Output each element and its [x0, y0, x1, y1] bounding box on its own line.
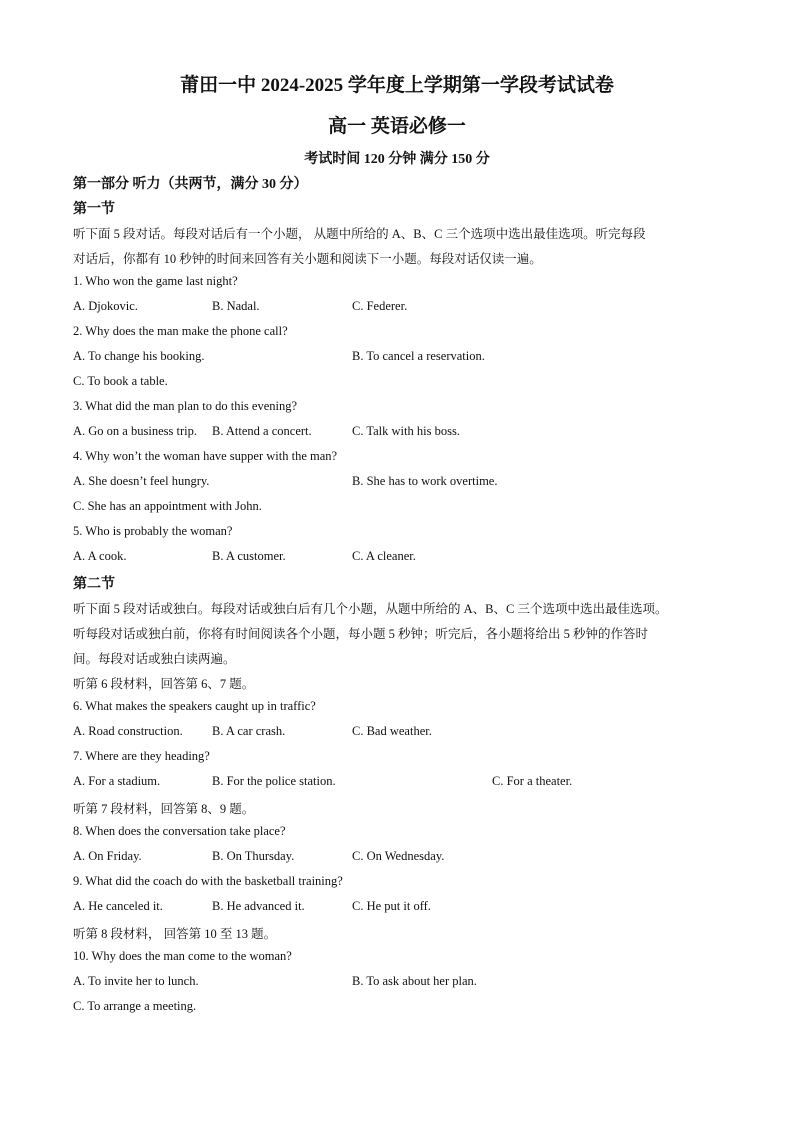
q1-option-b: B. Nadal. [212, 299, 260, 313]
q2-option-c: C. To book a table. [73, 374, 168, 388]
q10-option-c: C. To arrange a meeting. [73, 999, 197, 1013]
section1-heading: 第一节 [73, 202, 115, 217]
q7-option-a: A. For a stadium. [73, 774, 161, 788]
q5-option-c: C. A cleaner. [352, 549, 416, 563]
q4-option-c: C. She has an appointment with John. [73, 499, 262, 513]
q5-option-b: B. A customer. [212, 549, 286, 563]
exam-title: 莆田一中 2024-2025 学年度上学期第一学段考试试卷 [180, 75, 614, 96]
section2-heading: 第二节 [73, 577, 115, 592]
q8-option-b: B. On Thursday. [212, 849, 295, 863]
note-material-7: 听第 7 段材料，回答第 8、9 题。 [73, 802, 255, 816]
q1-option-c: C. Federer. [352, 299, 408, 313]
q10-option-b: B. To ask about her plan. [352, 974, 477, 988]
question-2: 2. Why does the man make the phone call? [73, 324, 288, 338]
question-10: 10. Why does the man come to the woman? [73, 949, 292, 963]
q8-option-a: A. On Friday. [73, 849, 142, 863]
question-6: 6. What makes the speakers caught up in traffic? [73, 699, 316, 713]
q6-option-a: A. Road construction. [73, 724, 183, 738]
section2-instructions-line2: 听每段对话或独白前，你将有时间阅读各个小题，每小题 5 秒钟；听完后，各小题将给出 5 秒钟的作答时 [73, 627, 649, 641]
q1-option-a: A. Djokovic. [73, 299, 138, 313]
q4-option-b: B. She has to work overtime. [352, 474, 498, 488]
q6-option-c: C. Bad weather. [352, 724, 432, 738]
q8-option-c: C. On Wednesday. [352, 849, 445, 863]
section2-instructions-line1: 听下面 5 段对话或独白。每段对话或独白后有几个小题，从题中所给的 A、B、C 三个选项中选出最佳选项。 [73, 602, 668, 616]
q10-option-a: A. To invite her to lunch. [73, 974, 199, 988]
q6-option-b: B. A car crash. [212, 724, 286, 738]
question-4: 4. Why won’t the woman have supper with the man? [73, 449, 338, 463]
section1-instructions-line2: 对话后，你都有 10 秒钟的时间来回答有关小题和阅读下一小题。每段对话仅读一遍。 [73, 252, 542, 266]
exam-subtitle: 高一 英语必修一 [328, 116, 466, 137]
q9-option-a: A. He canceled it. [73, 899, 163, 913]
q7-option-c: C. For a theater. [492, 774, 573, 788]
part1-heading: 第一部分 听力（共两节，满分 30 分） [73, 177, 308, 192]
question-5: 5. Who is probably the woman? [73, 524, 233, 538]
question-8: 8. When does the conversation take place? [73, 824, 286, 838]
section2-instructions-line3: 间。每段对话或独白读两遍。 [73, 652, 236, 666]
exam-info: 考试时间 120 分钟 满分 150 分 [304, 152, 490, 167]
note-material-8: 听第 8 段材料， 回答第 10 至 13 题。 [73, 927, 277, 941]
question-9: 9. What did the coach do with the basketball training? [73, 874, 343, 888]
q7-option-b: B. For the police station. [212, 774, 336, 788]
q9-option-c: C. He put it off. [352, 899, 431, 913]
q9-option-b: B. He advanced it. [212, 899, 305, 913]
q2-option-a: A. To change his booking. [73, 349, 205, 363]
q5-option-a: A. A cook. [73, 549, 127, 563]
q2-option-b: B. To cancel a reservation. [352, 349, 485, 363]
note-material-6: 听第 6 段材料，回答第 6、7 题。 [73, 677, 255, 691]
q3-option-a: A. Go on a business trip. [73, 424, 197, 438]
q4-option-a: A. She doesn’t feel hungry. [73, 474, 210, 488]
section1-instructions-line1: 听下面 5 段对话。每段对话后有一个小题， 从题中所给的 A、B、C 三个选项中选出最佳选项。听完每段 [73, 227, 646, 241]
question-3: 3. What did the man plan to do this evening? [73, 399, 298, 413]
question-1: 1. Who won the game last night? [73, 274, 238, 288]
q3-option-b: B. Attend a concert. [212, 424, 312, 438]
q3-option-c: C. Talk with his boss. [352, 424, 460, 438]
question-7: 7. Where are they heading? [73, 749, 210, 763]
